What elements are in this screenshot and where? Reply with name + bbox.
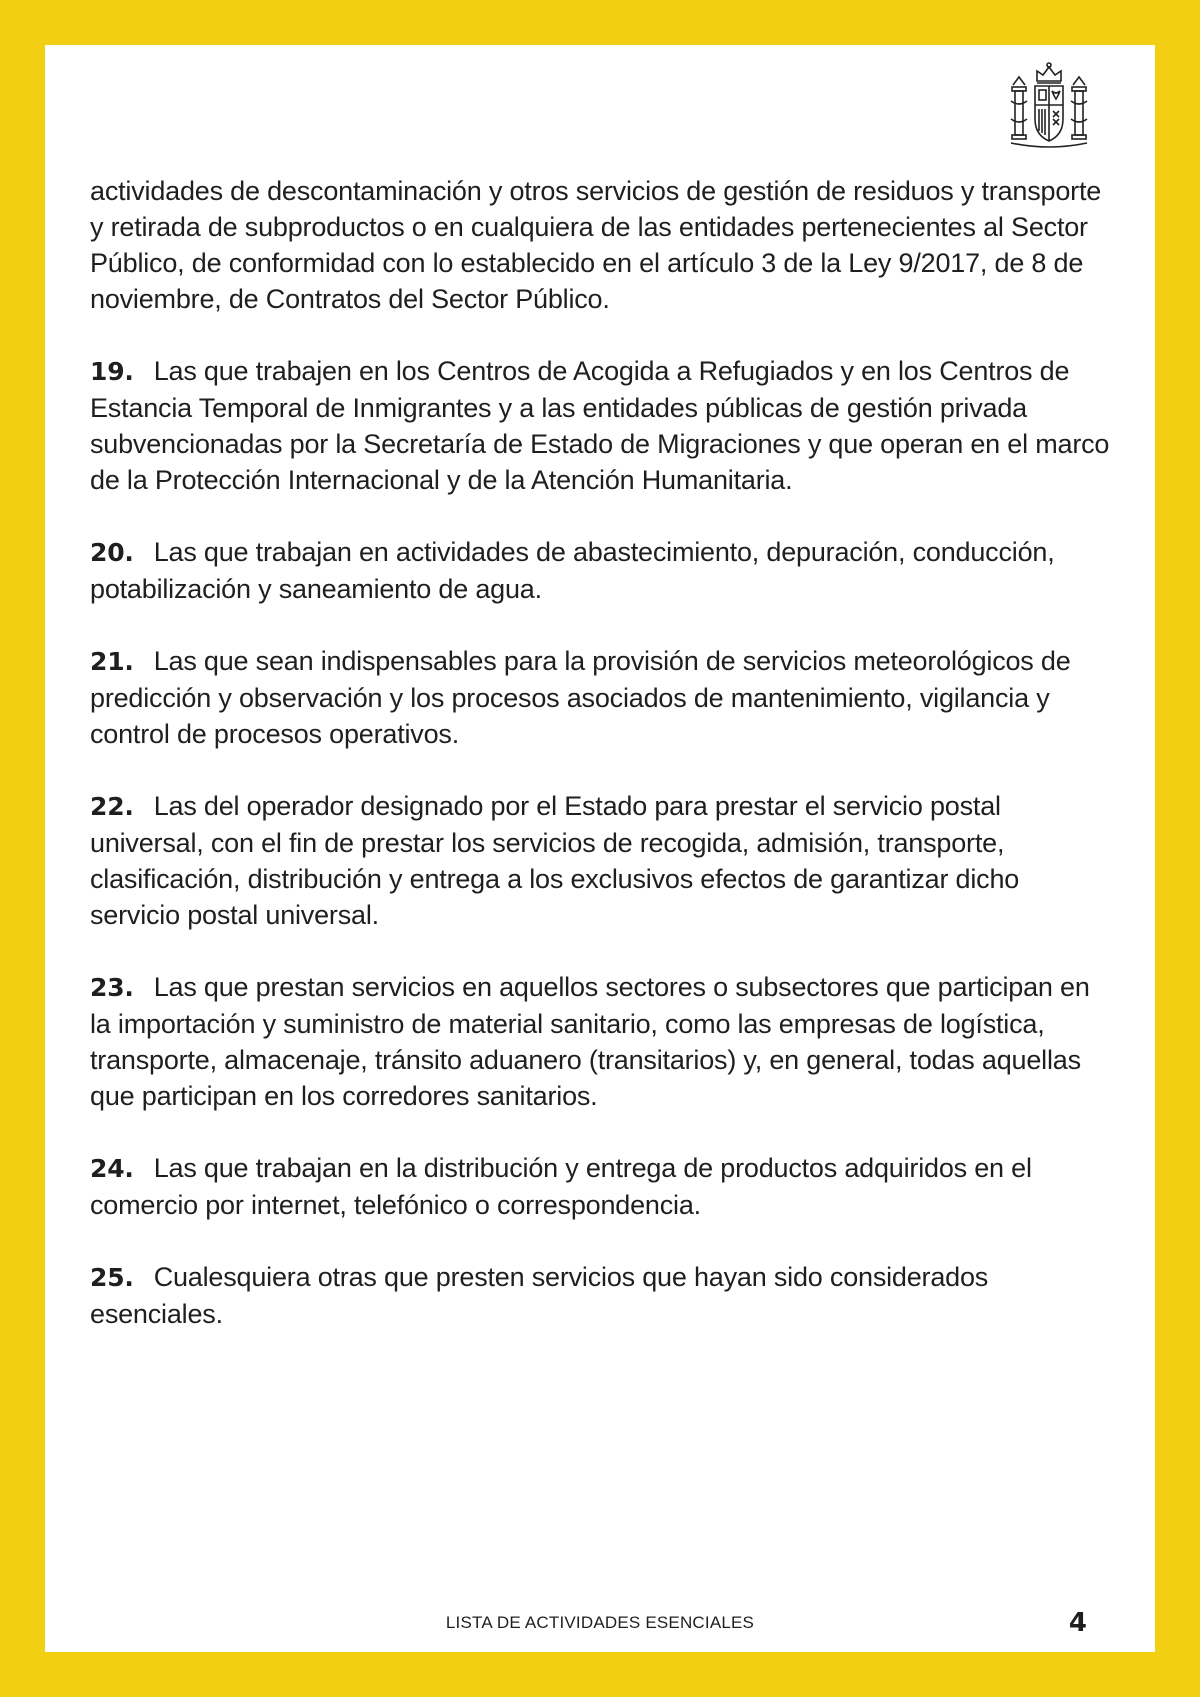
item-text: Las que sean indispensables para la provisión de servicios meteorológicos de predicción y observación y los procesos asociados de mantenimiento, vigilancia y control de procesos operativos.	[90, 646, 1071, 749]
list-item-22	[90, 788, 1110, 933]
item-number: 21.	[90, 647, 134, 676]
paragraph-continuation	[90, 173, 1110, 317]
list-item-23	[90, 969, 1110, 1114]
item-text: Las que trabajen en los Centros de Acogida a Refugiados y en los Centros de Estancia Temporal de Inmigrantes y a las entidades públicas de gestión privada subvencionadas por la Secretaría de Estado de Migraciones y que operan en el marco de la Protección Internacional y de la Atención Humanitaria.	[90, 356, 1110, 495]
paragraph-text: actividades de descontaminación y otros servicios de gestión de residuos y transporte y retirada de subproductos o en cualquiera de las entidades pertenecientes al Sector Público, de conformidad con lo establecido en el artículo 3 de la Ley 9/2017, de 8 de noviembre, de Contratos del Sector Público.	[90, 176, 1102, 314]
list-item-20	[90, 534, 1110, 607]
item-number: 19.	[90, 357, 134, 386]
list-item-24	[90, 1150, 1110, 1223]
list-item-21	[90, 643, 1110, 752]
list-item-25	[90, 1259, 1110, 1332]
document-page	[45, 45, 1155, 1652]
item-number: 24.	[90, 1154, 134, 1183]
item-text: Las que prestan servicios en aquellos sectores o subsectores que participan en la importación y suministro de material sanitario, como las empresas de logística, transporte, almacenaje, tránsito aduanero (transitarios) y, en general, todas aquellas que participan en los corredores sanitarios.	[90, 972, 1090, 1111]
list-item-19	[90, 353, 1110, 498]
item-number: 23.	[90, 973, 134, 1002]
item-number: 20.	[90, 538, 134, 567]
footer-title: LISTA DE ACTIVIDADES ESENCIALES	[445, 1613, 755, 1632]
item-text: Cualesquiera otras que presten servicios que hayan sido considerados esenciales.	[90, 1262, 989, 1329]
document-body	[90, 173, 1110, 1368]
item-text: Las del operador designado por el Estado para prestar el servicio postal universal, con el fin de prestar los servicios de recogida, admisión, transporte, clasificación, distribución y entrega a los exclusivos efectos de garantizar dicho servicio postal universal.	[90, 791, 1020, 930]
item-text: Las que trabajan en actividades de abastecimiento, depuración, conducción, potabilización y saneamiento de agua.	[90, 537, 1055, 604]
item-number: 22.	[90, 792, 134, 821]
page-number: 4	[1068, 1608, 1087, 1638]
item-number: 25.	[90, 1263, 134, 1292]
spain-coat-of-arms-icon	[1007, 61, 1091, 151]
item-text: Las que trabajan en la distribución y entrega de productos adquiridos en el comercio por internet, telefónico o correspondencia.	[90, 1153, 1032, 1220]
